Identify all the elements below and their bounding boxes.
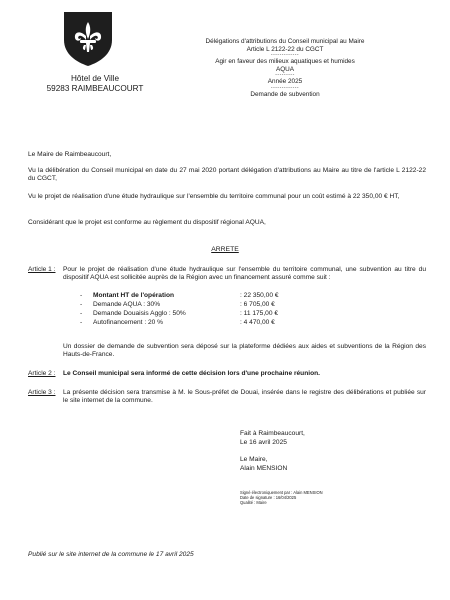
list-dash: -	[80, 319, 83, 326]
city-hall-label: Hôtel de Ville	[70, 74, 120, 83]
financing-item-label: Montant HT de l'opération	[93, 292, 175, 299]
list-dash: -	[80, 301, 83, 308]
header-separator: -------------	[270, 52, 300, 59]
article-1-dossier-text: Un dossier de demande de subvention sera déposé sur la plateforme dédiées aux aides et subventions de la Région des Hauts-de-France.	[63, 343, 426, 359]
arrete-heading: ARRETE	[211, 246, 239, 253]
vu-projet: Vu le projet de réalisation d'une étude hydraulique sur l'ensemble du territoire communal pour un coût estimé à 22 350,00 € HT,	[28, 193, 400, 200]
header-article: Article L 2122-22 du CGCT	[246, 45, 324, 53]
article-1-label: Article 1 :	[28, 266, 56, 273]
article-3-label: Article 3 :	[28, 389, 56, 396]
header-program: AQUA	[275, 65, 295, 73]
header-request: Demande de subvention	[250, 90, 320, 98]
financing-item-label: Autofinancement : 20 %	[93, 319, 164, 326]
electronic-signature-quality: Qualité : Maire	[240, 500, 267, 505]
header-separator: ---------	[275, 72, 295, 79]
article-1-text: Pour le projet de réalisation d'une étude hydraulique sur l'ensemble du territoire communal, une subvention au titre du dispositif AQUA est sollicitée auprès de la Région avec un financement assuré comme suit :	[63, 266, 426, 282]
header-separator: -------------	[270, 84, 300, 91]
header-year: Année 2025	[267, 78, 303, 86]
list-dash: -	[80, 292, 83, 299]
header-title: Délégations d'attributions du Conseil municipal au Maire	[205, 38, 365, 45]
signature-place: Fait à Raimbeaucourt,	[240, 430, 305, 437]
financing-item-value: : 4 470,00 €	[240, 319, 275, 326]
financing-item-value: : 22 350,00 €	[240, 292, 279, 299]
publication-note: Publié sur le site internet de la commune le 17 avril 2025	[28, 551, 194, 558]
article-2-text: Le Conseil municipal sera informé de cette décision lors d'une prochaine réunion.	[63, 370, 320, 377]
electronic-signature-date: Date de signature : 16/04/2025	[240, 495, 297, 500]
financing-item-value: : 11 175,00 €	[240, 310, 279, 317]
list-dash: -	[80, 310, 83, 317]
signature-name: Alain MENSION	[240, 465, 288, 472]
document-header	[180, 38, 390, 99]
signature-title: Le Maire,	[240, 456, 268, 463]
financing-item-label: Demande Douaisis Agglo : 50%	[93, 310, 186, 317]
header-subject: Agir en faveur des milieux aquatiques et humides	[215, 58, 355, 66]
city-address: 59283 RAIMBEAUCOURT	[46, 84, 144, 93]
considerant: Considérant que le projet est conforme au règlement du dispositif régional AQUA,	[28, 219, 266, 226]
mayor-line: Le Maire de Raimbeaucourt,	[28, 151, 112, 158]
article-3-text: La présente décision sera transmise à M. le Sous-préfet de Douai, insérée dans le registre des délibérations et publiée sur le site internet de la commune.	[63, 389, 426, 405]
signature-date: Le 16 avril 2025	[240, 439, 287, 446]
article-2-label: Article 2 :	[28, 370, 56, 377]
coat-of-arms-icon	[62, 10, 114, 68]
electronic-signature-line: Signé électroniquement par : Alain MENSION	[240, 490, 323, 495]
vu-deliberation: Vu la délibération du Conseil municipal en date du 27 mai 2020 portant délégation d'attributions au Maire au titre de l'article L 2122-22 du CGCT,	[28, 167, 426, 183]
financing-item-label: Demande AQUA : 30%	[93, 301, 161, 308]
financing-item-value: : 6 705,00 €	[240, 301, 275, 308]
